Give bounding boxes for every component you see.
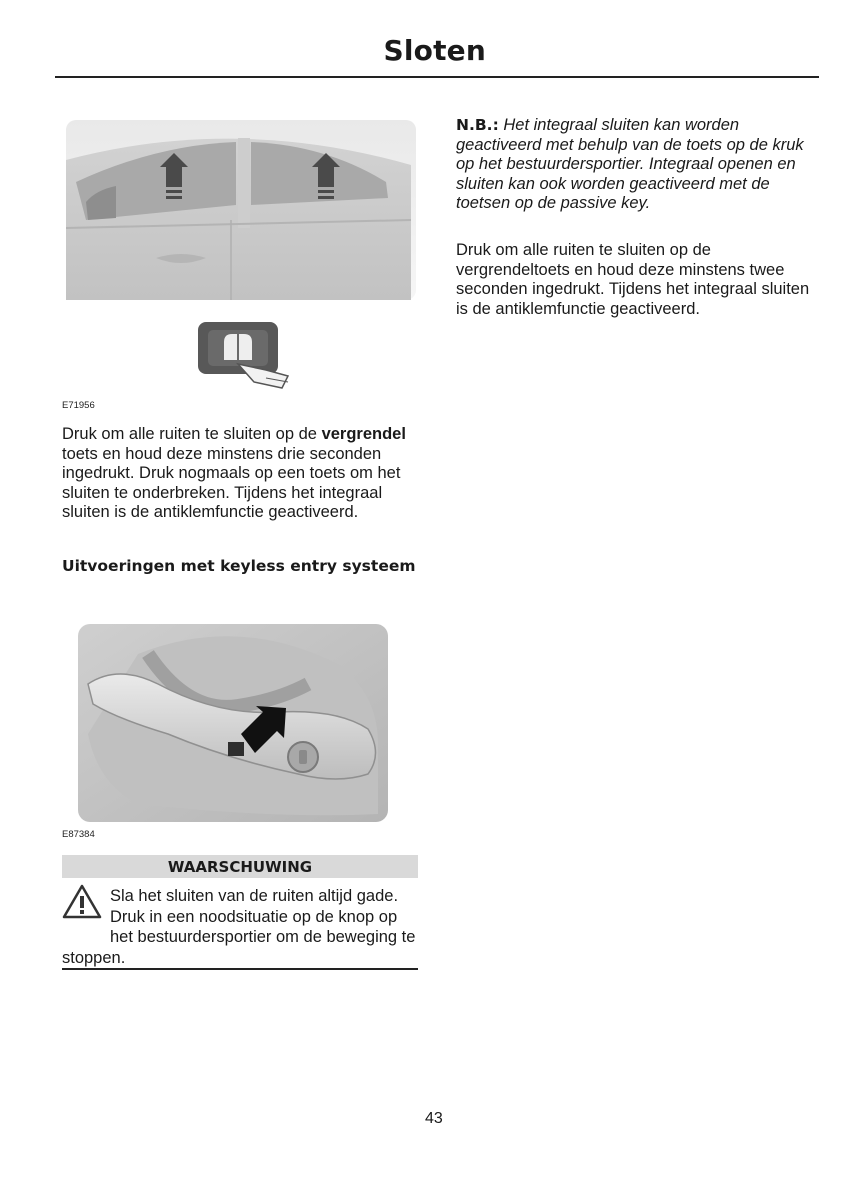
section-subheading: Uitvoeringen met keyless entry systeem bbox=[62, 557, 416, 575]
note-paragraph: N.B.: Het integraal sluiten kan worden geactiveerd met behulp van de toets op de kruk op het bestuurdersportier. Integraal openen en sluiten kan ook worden geactiveerd met de toetsen op de passive key. bbox=[456, 116, 804, 213]
door-handle-lock-button-illustration bbox=[78, 624, 388, 822]
figure-code: E87384 bbox=[62, 829, 95, 840]
instruction-paragraph: Druk om alle ruiten te sluiten op de vergrendel toets en houd deze minstens drie seconden ingedrukt. Druk nogmaals op een toets om het sluiten te onderbreken. Tijdens het integraal sluiten is de antiklemfunctie geactiveerd. bbox=[62, 425, 406, 522]
page-number: 43 bbox=[425, 1110, 443, 1127]
note-label: N.B.: bbox=[456, 116, 499, 134]
page-title: Sloten bbox=[383, 34, 486, 67]
instruction-paragraph-2: Druk om alle ruiten te sluiten op de vergrendeltoets en houd deze minstens twee seconden ingedrukt. Tijdens het integraal sluiten is de antiklemfunctie geactiveerd. bbox=[456, 241, 810, 318]
figure-code: E71956 bbox=[62, 400, 95, 411]
warning-heading: WAARSCHUWING bbox=[62, 855, 418, 878]
warning-text: Sla het sluiten van de ruiten altijd gade. Druk in een noodsituatie op de knop op het bestuurdersportier om de beweging te stoppen. bbox=[62, 887, 416, 967]
bold-term: vergrendel bbox=[321, 425, 406, 443]
title-divider bbox=[55, 76, 819, 78]
window-lock-switch-illustration bbox=[66, 120, 416, 395]
warning-bottom-rule bbox=[62, 968, 418, 970]
